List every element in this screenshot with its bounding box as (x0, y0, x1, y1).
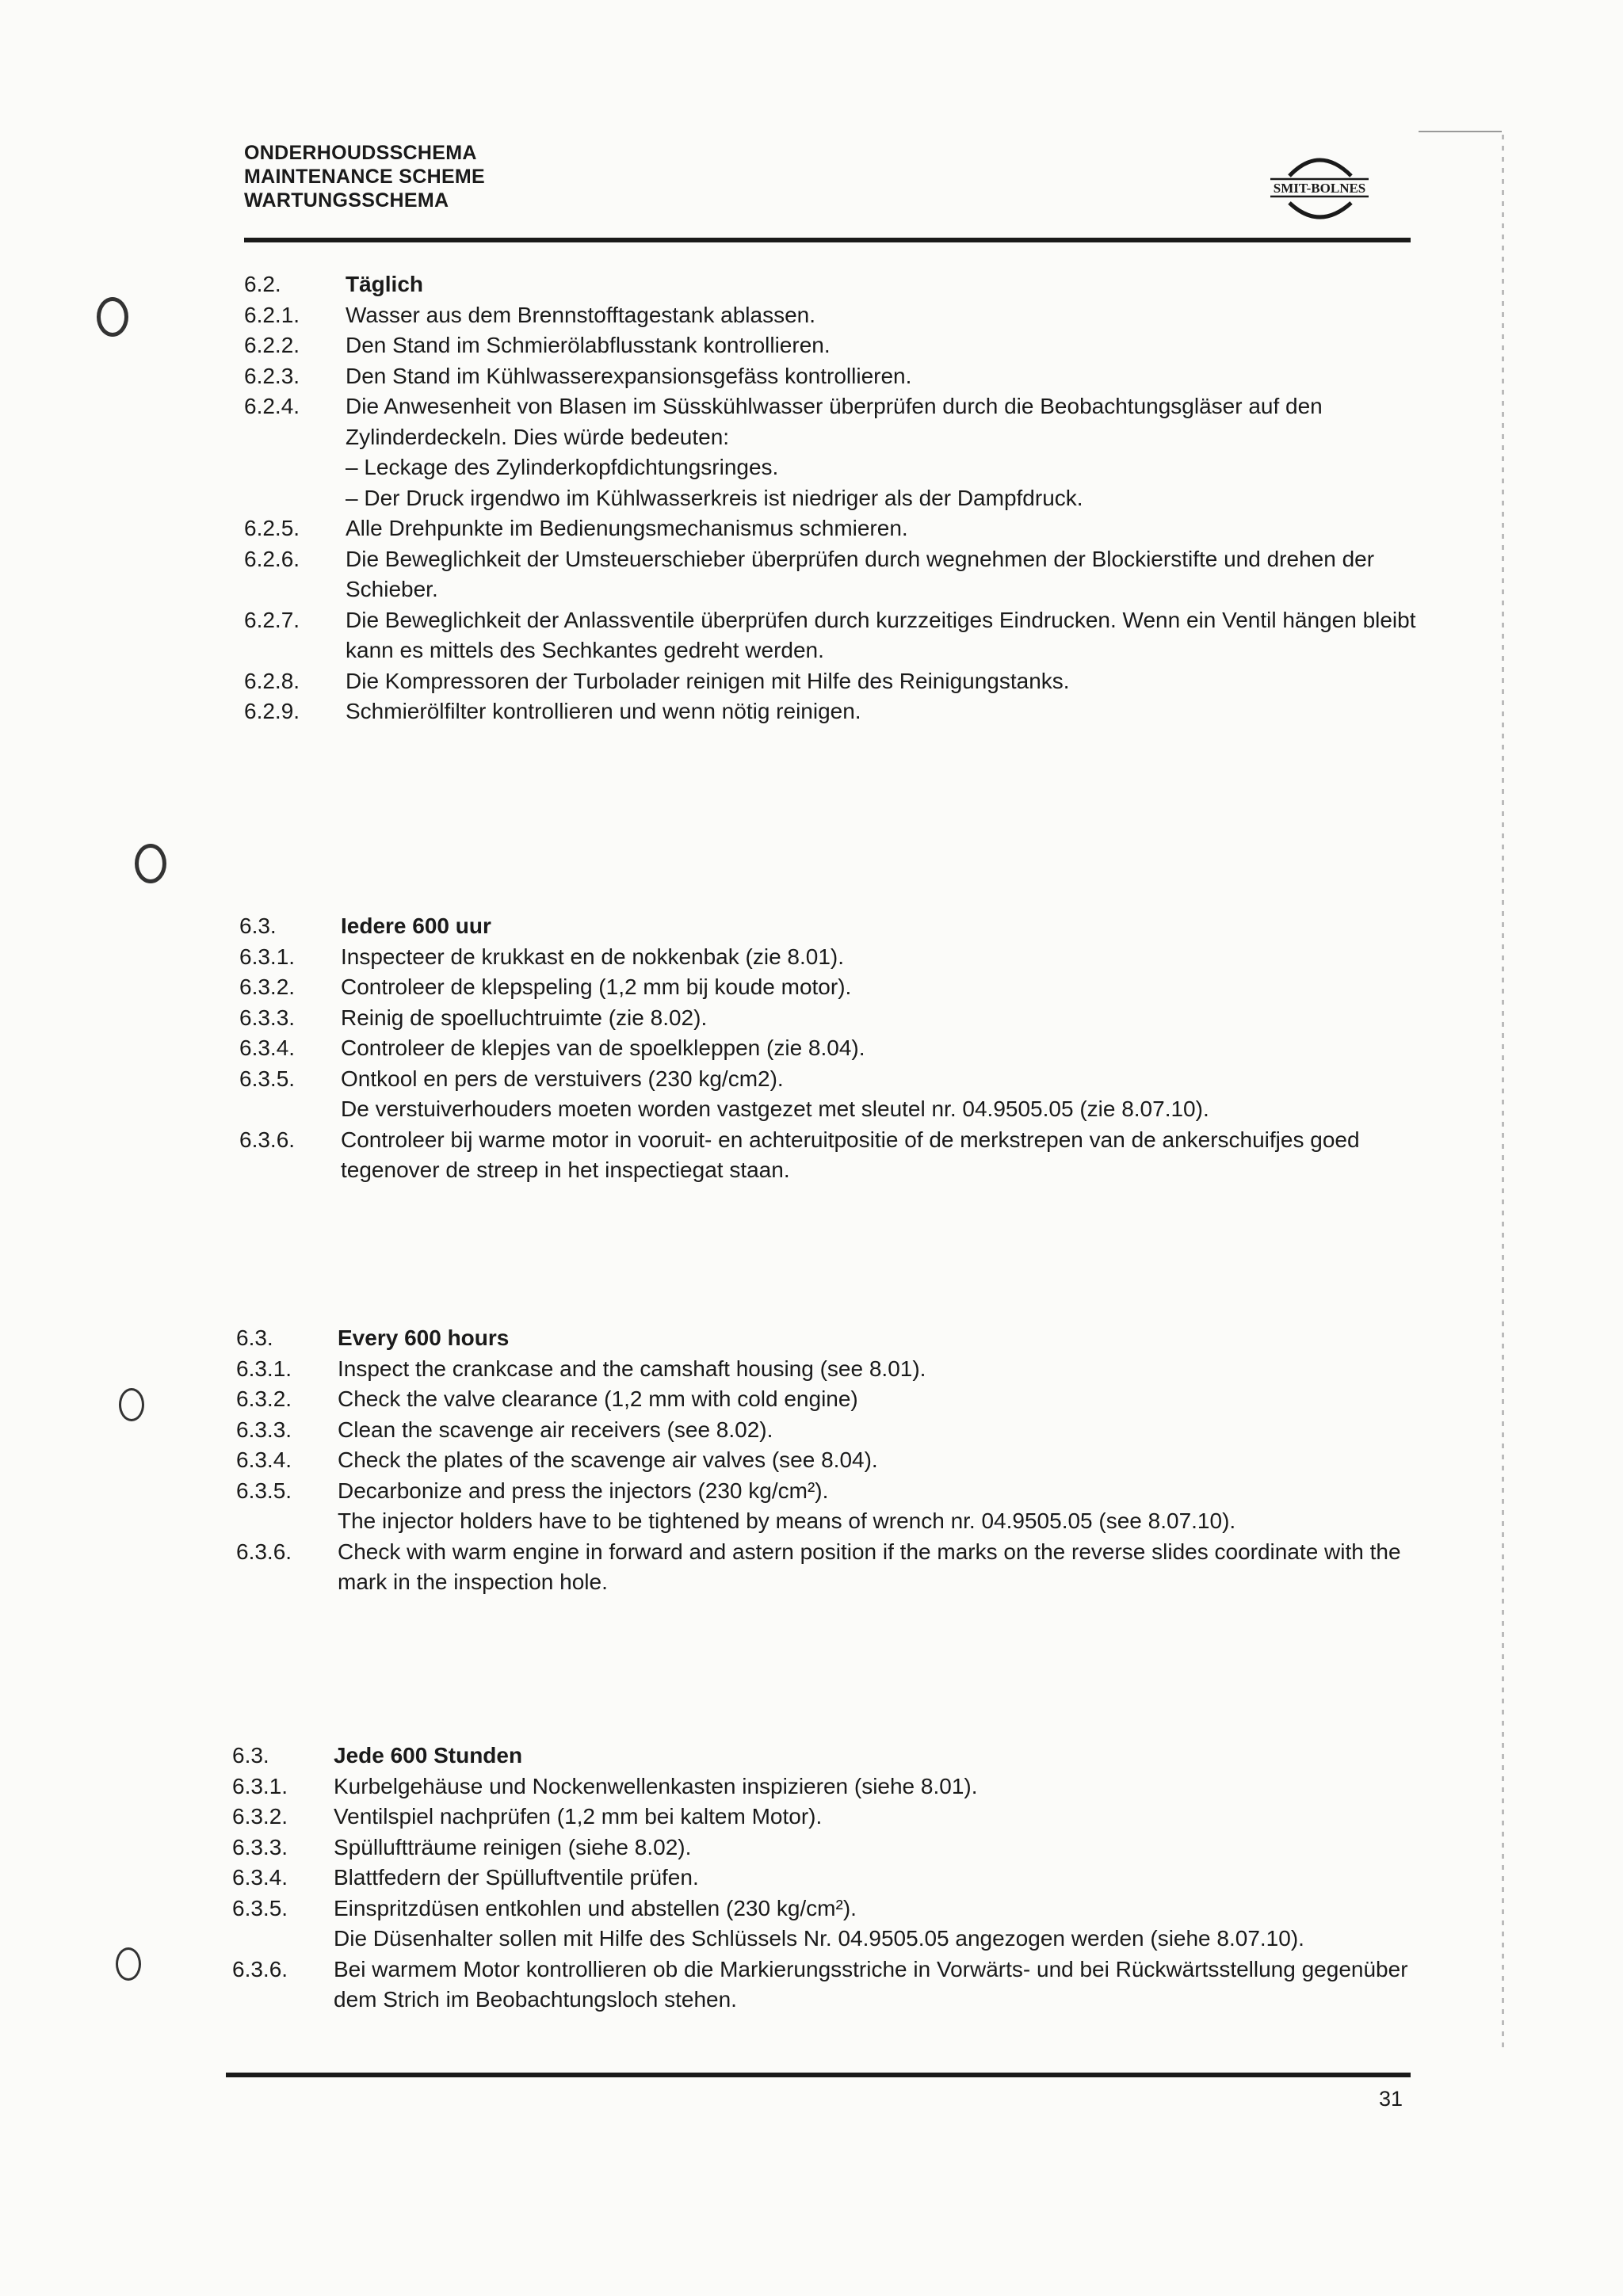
section-heading (232, 1741, 1421, 1772)
item-text (346, 666, 1433, 697)
section-heading (239, 911, 1428, 942)
list-item (239, 1003, 1428, 1034)
binder-hole (116, 1947, 141, 1981)
item-line: – Leckage des Zylinderkopfdichtungsringes. (346, 455, 779, 479)
list-item (244, 605, 1433, 666)
list-item (244, 544, 1433, 605)
item-text (346, 605, 1433, 666)
item-number: 6.3.1. (239, 944, 296, 969)
item-text (334, 1833, 1421, 1863)
list-item (244, 513, 1433, 544)
item-line: Inspecteer de krukkast en de nokkenbak (zie 8.01). (341, 944, 845, 969)
item-line: Ventilspiel nachprüfen (1,2 mm bei kaltem Motor). (334, 1804, 823, 1829)
item-number: 6.3.5. (239, 1066, 296, 1091)
item-line: Die Kompressoren der Turbolader reinigen mit Hilfe des Reinigungstanks. (346, 668, 1070, 693)
list-item (232, 1833, 1421, 1863)
list-item (244, 666, 1433, 697)
item-number: 6.3.3. (239, 1005, 296, 1030)
item-line: De verstuiverhouders moeten worden vastgezet met sleutel nr. 04.9505.05 (zie 8.07.10). (341, 1097, 1209, 1121)
item-number: 6.3.1. (236, 1356, 292, 1381)
item-number: 6.3.4. (236, 1447, 292, 1472)
item-number: 6.3.3. (232, 1834, 288, 1859)
list-item (232, 1955, 1421, 2016)
item-line: Decarbonize and press the injectors (230 kg/cm²). (338, 1478, 829, 1503)
item-list (232, 1772, 1421, 2016)
document-header (244, 141, 485, 212)
item-text (346, 544, 1433, 605)
item-text (346, 513, 1433, 544)
section-title: Täglich (346, 272, 424, 296)
page-edge-artifact (1502, 135, 1504, 2052)
item-line: Die Düsenhalter sollen mit Hilfe des Schlüssels Nr. 04.9505.05 angezogen werden (siehe 8.07.10). (334, 1926, 1304, 1951)
item-text (334, 1802, 1421, 1833)
item-number: 6.2.1. (244, 302, 300, 327)
item-number: 6.2.9. (244, 699, 300, 723)
item-number: 6.2.5. (244, 516, 300, 540)
item-number: 6.2.8. (244, 668, 300, 693)
page-corner-line (1419, 131, 1502, 132)
list-item (236, 1384, 1425, 1415)
list-item (239, 972, 1428, 1003)
list-item (244, 361, 1433, 392)
item-text (346, 330, 1433, 361)
binder-hole (97, 297, 128, 337)
section-600-de (232, 1741, 1421, 2016)
item-line: Check the plates of the scavenge air valves (see 8.04). (338, 1447, 878, 1472)
section-600-en (236, 1323, 1425, 1598)
item-line: Controleer de klepspeling (1,2 mm bij koude motor). (341, 974, 852, 999)
item-text (334, 1772, 1421, 1802)
item-list (239, 942, 1428, 1186)
item-list (244, 300, 1433, 727)
section-600-nl (239, 911, 1428, 1186)
page-number: 31 (1379, 2087, 1403, 2111)
list-item (232, 1802, 1421, 1833)
item-text (341, 1064, 1428, 1125)
item-line: Blattfedern der Spülluftventile prüfen. (334, 1865, 699, 1890)
section-daily-de (244, 269, 1433, 727)
item-line: Ontkool en pers de verstuivers (230 kg/cm2). (341, 1066, 784, 1091)
header-rule (244, 238, 1411, 242)
item-text (338, 1354, 1425, 1385)
list-item (239, 1064, 1428, 1125)
item-line: Schmierölfilter kontrollieren und wenn nötig reinigen. (346, 699, 861, 723)
item-text (346, 300, 1433, 331)
item-list (236, 1354, 1425, 1598)
item-line: – Der Druck irgendwo im Kühlwasserkreis ist niedriger als der Dampfdruck. (346, 485, 1083, 510)
item-line: Den Stand im Kühlwasserexpansionsgefäss kontrollieren. (346, 363, 912, 388)
section-number: 6.3. (232, 1743, 269, 1768)
list-item (232, 1772, 1421, 1802)
item-number: 6.3.6. (239, 1127, 296, 1152)
item-line: Inspect the crankcase and the camshaft housing (see 8.01). (338, 1356, 926, 1381)
item-number: 6.2.7. (244, 607, 300, 632)
item-text (334, 1955, 1421, 2016)
list-item (244, 391, 1433, 513)
item-number: 6.3.3. (236, 1417, 292, 1442)
item-line: The injector holders have to be tightened by means of wrench nr. 04.9505.05 (see 8.07.10). (338, 1508, 1236, 1533)
section-number: 6.3. (239, 913, 277, 938)
item-line: Controleer bij warme motor in vooruit- en achteruitpositie of de merkstrepen van de ankerschuifjes goed tegenover de streep in het inspectiegat staan. (341, 1127, 1360, 1182)
list-item (236, 1445, 1425, 1476)
item-line: Clean the scavenge air receivers (see 8.02). (338, 1417, 773, 1442)
smit-bolnes-logo (1240, 147, 1399, 227)
item-number: 6.3.5. (232, 1895, 288, 1920)
item-line: Kurbelgehäuse und Nockenwellenkasten inspizieren (siehe 8.01). (334, 1773, 978, 1798)
footer-rule (226, 2073, 1411, 2077)
item-number: 6.3.2. (232, 1804, 288, 1829)
section-number: 6.3. (236, 1325, 273, 1350)
item-line: Einspritzdüsen entkohlen und abstellen (230 kg/cm²). (334, 1895, 857, 1920)
list-item (236, 1537, 1425, 1598)
item-line: Alle Drehpunkte im Bedienungsmechanismus schmieren. (346, 516, 908, 540)
section-heading (244, 269, 1433, 300)
header-title-de: WARTUNGSSCHEMA (244, 189, 449, 212)
item-number: 6.3.4. (239, 1035, 296, 1060)
item-line: Die Beweglichkeit der Anlassventile überprüfen durch kurzzeitiges Eindrucken. Wenn ein Ventil hängen bleibt kann es mittels des Sechkantes gedreht werden. (346, 607, 1416, 662)
item-text (338, 1476, 1425, 1537)
item-number: 6.3.5. (236, 1478, 292, 1503)
item-line: Check with warm engine in forward and astern position if the marks on the reverse slides coordinate with the mark in the inspection hole. (338, 1539, 1401, 1594)
item-text (341, 1003, 1428, 1034)
item-line: Die Beweglichkeit der Umsteuerschieber überprüfen durch wegnehmen der Blockierstifte und drehen der Schieber. (346, 546, 1375, 601)
list-item (232, 1863, 1421, 1894)
item-number: 6.3.6. (236, 1539, 292, 1564)
item-number: 6.3.4. (232, 1865, 288, 1890)
list-item (236, 1476, 1425, 1537)
item-text (338, 1445, 1425, 1476)
list-item (232, 1894, 1421, 1955)
item-text (341, 1125, 1428, 1186)
section-title: Every 600 hours (338, 1325, 510, 1350)
logo-text: SMIT-BOLNES (1273, 181, 1366, 196)
item-line: Controleer de klepjes van de spoelkleppen (zie 8.04). (341, 1035, 865, 1060)
item-text (346, 361, 1433, 392)
item-text (346, 391, 1433, 513)
list-item (239, 1125, 1428, 1186)
section-number: 6.2. (244, 272, 281, 296)
list-item (236, 1415, 1425, 1446)
list-item (244, 300, 1433, 331)
list-item (244, 330, 1433, 361)
item-line: Die Anwesenheit von Blasen im Süsskühlwasser überprüfen durch die Beobachtungsgläser auf den Zylinderdeckeln. Dies würde bedeuten: (346, 394, 1323, 449)
item-text (338, 1537, 1425, 1598)
list-item (236, 1354, 1425, 1385)
item-line: Spülluftträume reinigen (siehe 8.02). (334, 1834, 692, 1859)
item-line: Check the valve clearance (1,2 mm with cold engine) (338, 1386, 858, 1411)
list-item (239, 942, 1428, 973)
item-number: 6.2.4. (244, 394, 300, 418)
section-heading (236, 1323, 1425, 1354)
binder-hole (119, 1388, 144, 1421)
item-text (334, 1863, 1421, 1894)
section-title: Jede 600 Stunden (334, 1743, 523, 1768)
item-number: 6.3.2. (239, 974, 296, 999)
item-text (341, 972, 1428, 1003)
item-line: Bei warmem Motor kontrollieren ob die Markierungsstriche in Vorwärts- und bei Rückwärtsstellung gegenüber dem Strich im Beobachtungsloch stehen. (334, 1956, 1408, 2012)
item-number: 6.2.3. (244, 363, 300, 388)
item-text (341, 1033, 1428, 1064)
item-number: 6.2.6. (244, 546, 300, 571)
item-text (338, 1415, 1425, 1446)
item-text (338, 1384, 1425, 1415)
item-line: Den Stand im Schmierölabflusstank kontrollieren. (346, 333, 831, 357)
item-line: Wasser aus dem Brennstofftagestank ablassen. (346, 302, 815, 327)
header-title-en: MAINTENANCE SCHEME (244, 166, 486, 188)
list-item (244, 696, 1433, 727)
list-item (239, 1033, 1428, 1064)
item-text (334, 1894, 1421, 1955)
item-text (346, 696, 1433, 727)
item-number: 6.2.2. (244, 333, 300, 357)
item-number: 6.3.1. (232, 1773, 288, 1798)
item-text (341, 942, 1428, 973)
item-number: 6.3.2. (236, 1386, 292, 1411)
item-number: 6.3.6. (232, 1956, 288, 1981)
binder-hole (135, 844, 166, 883)
section-title: Iedere 600 uur (341, 913, 491, 938)
item-line: Reinig de spoelluchtruimte (zie 8.02). (341, 1005, 708, 1030)
header-title-nl: ONDERHOUDSSCHEMA (244, 142, 477, 164)
